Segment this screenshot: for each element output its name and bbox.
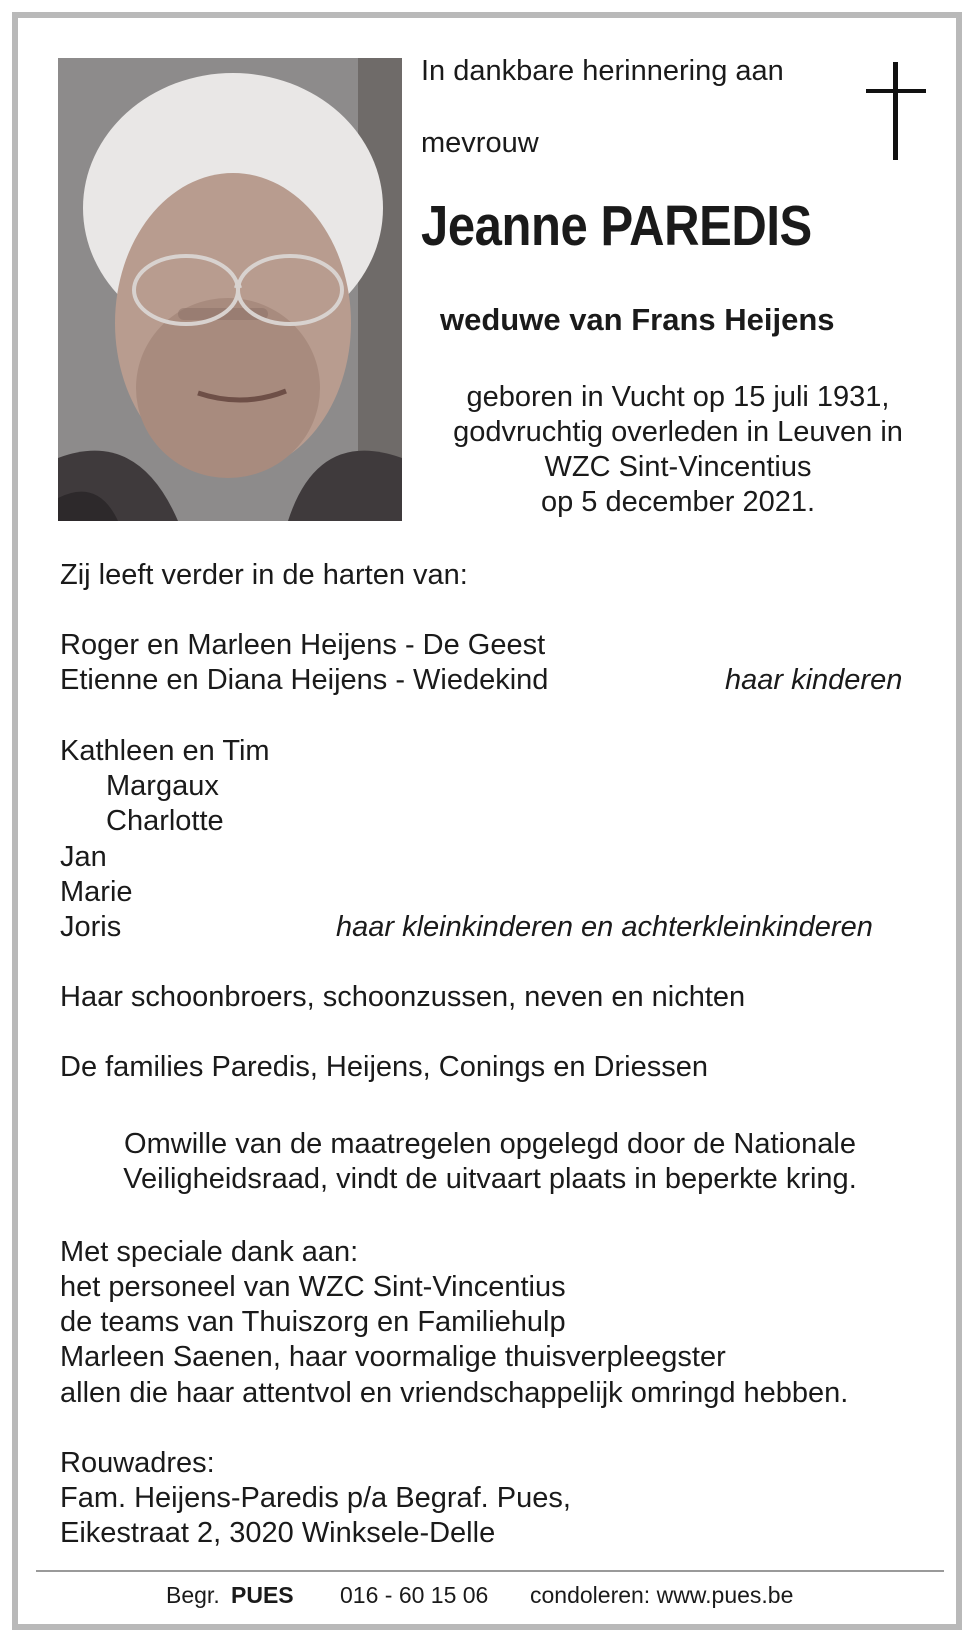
lead-text: Zij leeft verder in de harten van:: [60, 559, 468, 591]
thanks-line: het personeel van WZC Sint-Vincentius: [60, 1271, 566, 1303]
footer-phone: 016 - 60 15 06: [340, 1582, 489, 1608]
born-line: WZC Sint-Vincentius: [544, 451, 812, 483]
inlaws-line: Haar schoonbroers, schoonzussen, neven en nichten: [60, 981, 746, 1013]
footer-prefix: Begr.: [166, 1582, 220, 1608]
grandchild-line: Charlotte: [106, 805, 224, 837]
born-line: op 5 december 2021.: [540, 486, 816, 518]
address-line: Rouwadres:: [60, 1447, 215, 1479]
born-line: geboren in Vucht op 15 juli 1931,: [466, 381, 890, 413]
footer-condolences: condoleren: www.pues.be: [530, 1582, 794, 1608]
honorific: mevrouw: [421, 127, 539, 159]
address-line: Fam. Heijens-Paredis p/a Begraf. Pues,: [60, 1482, 571, 1514]
children-relation: haar kinderen: [725, 664, 903, 696]
families-line: De families Paredis, Heijens, Conings en Driessen: [60, 1051, 708, 1083]
footer-divider: [36, 1570, 944, 1572]
intro-text: In dankbare herinnering aan: [421, 55, 784, 87]
ceremony-line: Veiligheidsraad, vindt de uitvaart plaats in beperkte kring.: [123, 1163, 857, 1195]
grandchild-line: Joris: [60, 911, 122, 943]
child-line: Roger en Marleen Heijens - De Geest: [60, 629, 546, 661]
portrait-illustration: [58, 58, 402, 521]
born-line: godvruchtig overleden in Leuven in: [453, 416, 903, 448]
child-line: Etienne en Diana Heijens - Wiedekind: [60, 664, 549, 696]
grandchild-line: Kathleen en Tim: [60, 735, 270, 767]
grandchild-line: Jan: [60, 841, 107, 873]
cross-icon: [866, 62, 926, 160]
grandchild-line: Marie: [60, 876, 133, 908]
widow-of: weduwe van Frans Heijens: [440, 302, 835, 337]
deceased-name: Jeanne PAREDIS: [421, 194, 812, 258]
thanks-line: Marleen Saenen, haar voormalige thuisverpleegster: [60, 1341, 726, 1373]
ceremony-line: Omwille van de maatregelen opgelegd door de Nationale: [124, 1128, 856, 1160]
ceremony-notice: [60, 1127, 920, 1197]
footer-brand: PUES: [231, 1582, 294, 1608]
birth-death-info: [428, 380, 928, 520]
thanks-line: de teams van Thuiszorg en Familiehulp: [60, 1306, 566, 1338]
grandchild-line: Margaux: [106, 770, 219, 802]
address-line: Eikestraat 2, 3020 Winksele-Delle: [60, 1517, 496, 1549]
grandchildren-relation: haar kleinkinderen en achterkleinkinderen: [336, 911, 873, 943]
thanks-line: allen die haar attentvol en vriendschappelijk omringd hebben.: [60, 1377, 849, 1409]
thanks-line: Met speciale dank aan:: [60, 1236, 359, 1268]
portrait-photo: [58, 58, 402, 521]
